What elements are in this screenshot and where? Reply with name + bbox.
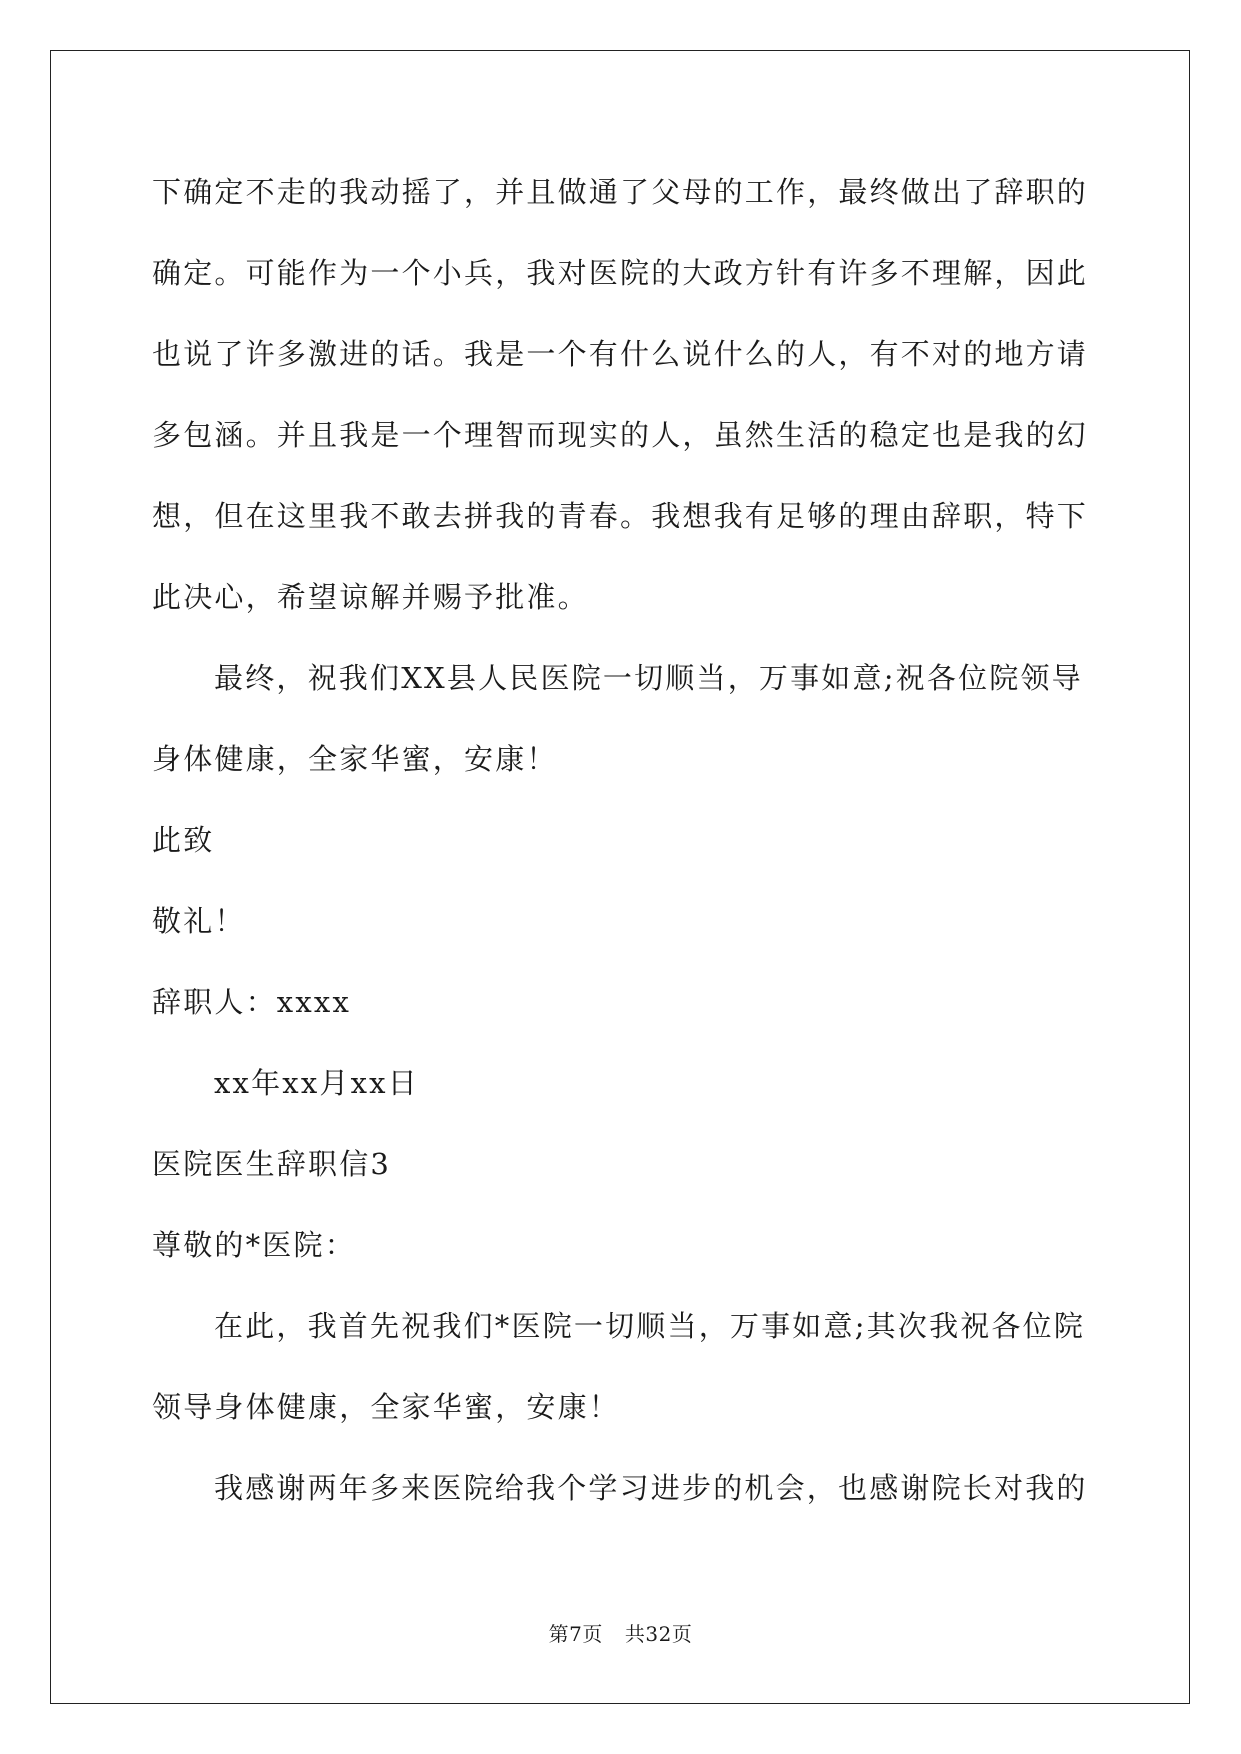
page-number: 第7页 [548,1622,603,1646]
text-line: 我感谢两年多来医院给我个学习进步的机会，也感谢院长对我的 [214,1471,1088,1505]
document-body [152,162,1092,1539]
text-line: 身体健康，全家华蜜，安康！ [152,742,558,776]
page-footer [0,1618,1241,1647]
text-line: 也说了许多激进的话。我是一个有什么说什么的人，有不对的地方请 [152,337,1089,371]
text-line: 多包涵。并且我是一个理智而现实的人，虽然生活的稳定也是我的幻 [152,418,1089,452]
text-line: 最终，祝我们XX县人民医院一切顺当，万事如意;祝各位院领导 [214,661,1083,695]
text-line: 在此，我首先祝我们*医院一切顺当，万事如意;其次我祝各位院 [214,1309,1086,1343]
closing-salutation: 此致 [152,823,215,857]
closing-regards: 敬礼！ [152,904,246,938]
text-line: 确定。可能作为一个小兵，我对医院的大政方针有许多不理解，因此 [152,256,1089,290]
greeting-line: 尊敬的*医院： [152,1228,356,1262]
date-line: xx年xx月xx日 [214,1066,419,1100]
text-line: 领导身体健康，全家华蜜，安康！ [152,1390,621,1424]
signature-line: 辞职人：xxxx [152,985,352,1019]
section-heading: 医院医生辞职信3 [152,1147,392,1181]
text-line: 此决心，希望谅解并赐予批准。 [152,580,589,614]
page-total: 共32页 [624,1622,693,1646]
text-line: 想，但在这里我不敢去拼我的青春。我想我有足够的理由辞职，特下 [152,499,1089,533]
text-line: 下确定不走的我动摇了，并且做通了父母的工作，最终做出了辞职的 [152,175,1089,209]
